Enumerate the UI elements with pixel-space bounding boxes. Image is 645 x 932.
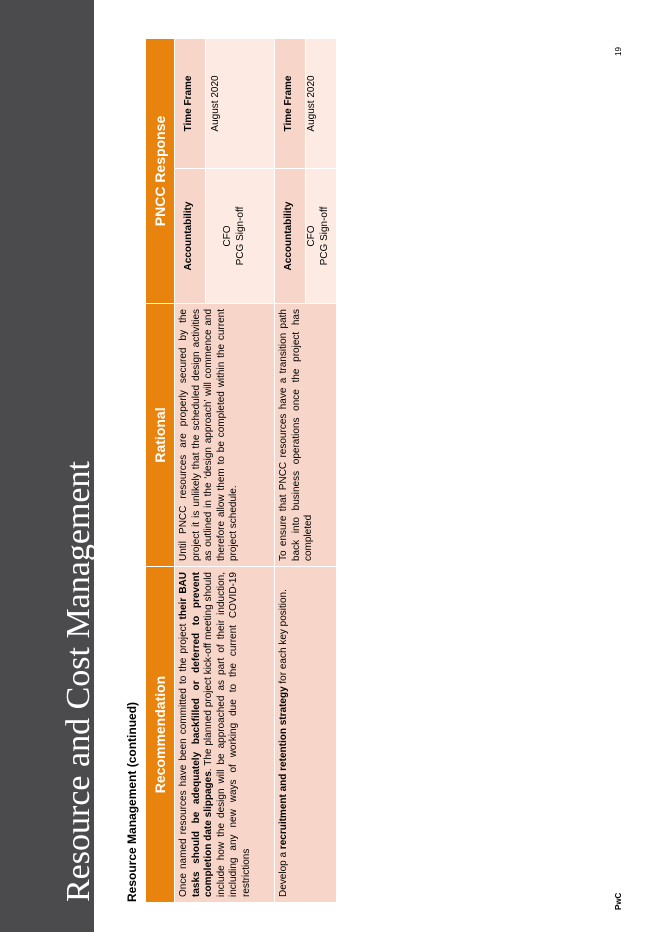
row2-recommendation-text-2: for each key position. — [278, 589, 289, 687]
row1-accountability — [206, 169, 274, 303]
row2-rational: To ensure that PNCC resources have a transition path back into business operations once the project has completed — [275, 304, 336, 566]
row2-recommendation-text-1: Develop a — [278, 849, 289, 897]
row2-accountability-header: Accountability — [275, 169, 305, 303]
row1-time-frame: August 2020 — [206, 39, 274, 168]
row1-accountability-header: Accountability — [175, 169, 205, 303]
page-title: Resource and Cost Management — [60, 461, 97, 902]
row2-recommendation — [275, 567, 336, 902]
row1-recommendation-text-2: . The planned project kick-off meeting should include how the design will be approached as part of their induction, including any new ways of working due to the current COVID-19 restrictions — [203, 572, 252, 897]
row1-timeframe-header: Time Frame — [175, 39, 205, 168]
page-number: 19 — [614, 47, 623, 56]
header-recommendation: Recommendation — [146, 567, 174, 902]
header-rational: Rational — [146, 304, 174, 566]
footer-brand: PwC — [614, 892, 623, 910]
row2-accountability-value-1: CFO — [306, 225, 317, 247]
row1-recommendation-emphasis: their BAU tasks should be adequately backfilled or deferred to prevent completion date slippages — [178, 572, 214, 897]
row2-time-frame: August 2020 — [306, 39, 336, 168]
row2-accountability — [306, 169, 336, 303]
row1-recommendation — [175, 567, 274, 902]
row2-timeframe-header: Time Frame — [275, 39, 305, 168]
row1-rational: Until PNCC resources are properly secured by the project it is unlikely that the scheduled design activities as outlined in the ‘design approach’ will commence and therefore allow them to be completed within the current project schedule. — [175, 304, 274, 566]
row2-accountability-value-2: PCG Sign-off — [318, 206, 330, 266]
header-pncc-response: PNCC Response — [146, 39, 174, 303]
section-subtitle: Resource Management (continued) — [125, 701, 139, 902]
row2-recommendation-emphasis: recruitment and retention strategy — [278, 686, 289, 850]
row1-recommendation-text-1: Once named resources have been committed to the project — [178, 619, 189, 897]
row1-accountability-value-1: CFO — [222, 225, 233, 247]
row1-accountability-value-2: PCG Sign-off — [234, 206, 246, 266]
